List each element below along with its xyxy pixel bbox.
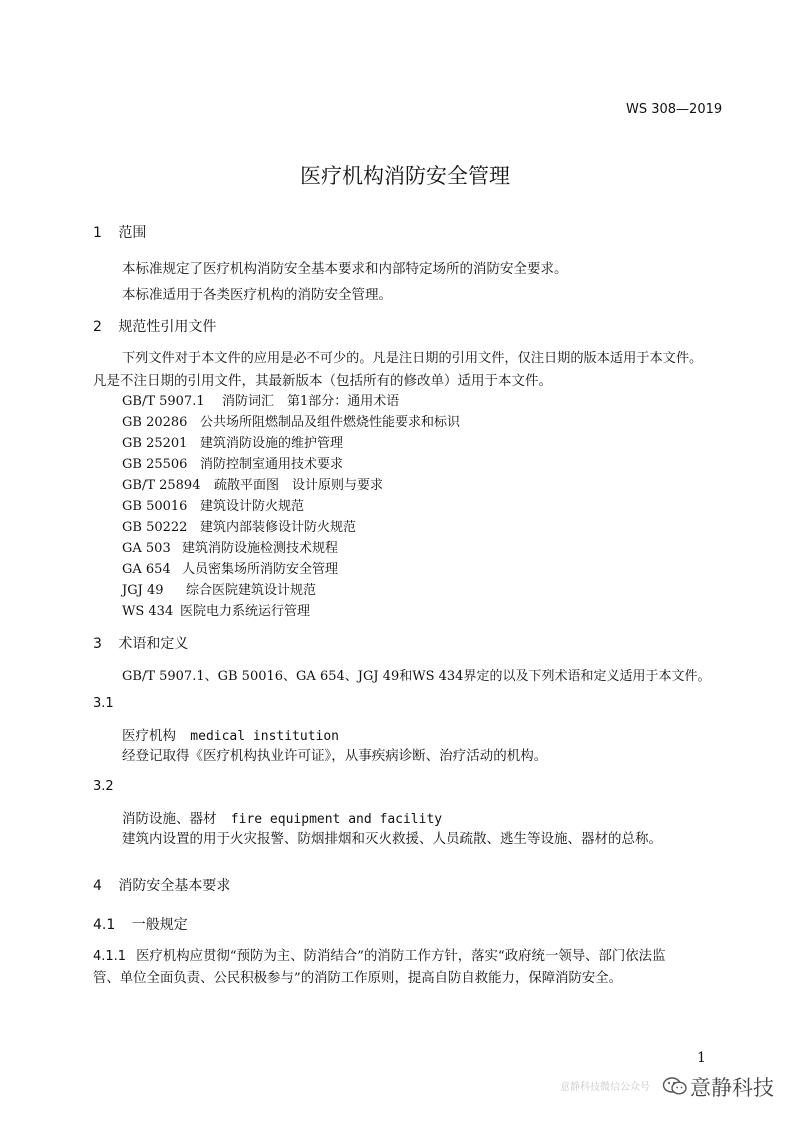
reference-name: 建筑内部装修设计防火规范 (200, 520, 357, 535)
section-2-intro-line-1: 下列文件对于本文件的应用是必不可少的。凡是注日期的引用文件，仅注日期的版本适用于本文件。 (122, 351, 703, 366)
reference-code: GB 20286 (122, 415, 188, 430)
reference-name: 建筑消防设施检测技术规程 (182, 541, 339, 556)
clause-4-1-1-text-1: 医疗机构应贯彻“预防为主、防消结合”的消防工作方针，落实“政府统一领导、部门依法监 (136, 949, 666, 964)
term-3-2-cn: 消防设施、器材 (122, 811, 217, 827)
term-3-1-definition: 经登记取得《医疗机构执业许可证》，从事疾病诊断、治疗活动的机构。 (122, 748, 548, 764)
reference-code: GB 25506 (122, 457, 188, 472)
reference-item (122, 453, 343, 472)
subsection-4-1-heading (93, 914, 188, 934)
reference-item (122, 516, 356, 535)
watermark-brand: 意静科技 (690, 1076, 774, 1100)
reference-code: GA 503 (122, 541, 171, 556)
reference-code: GB/T 5907.1 (122, 394, 205, 409)
reference-item (122, 600, 310, 619)
section-2-number: 2 (93, 319, 102, 335)
reference-name: 人员密集场所消防安全管理 (182, 562, 339, 577)
watermark-text: 意静科技微信公众号 (560, 1082, 650, 1093)
page-number: 1 (697, 1050, 706, 1066)
reference-name: 医院电力系统运行管理 (180, 604, 311, 619)
section-3-title: 术语和定义 (118, 636, 189, 652)
reference-name: 消防控制室通用技术要求 (200, 457, 344, 472)
section-3-intro: GB/T 5907.1、GB 50016、GA 654、JGJ 49和WS 434界定的以及下列术语和定义适用于本文件。 (122, 669, 711, 684)
reference-code: GB 50222 (122, 520, 188, 535)
section-1-paragraph-1: 本标准规定了医疗机构消防安全基本要求和内部特定场所的消防安全要求。 (122, 261, 568, 277)
reference-name: 公共场所阻燃制品及组件燃烧性能要求和标识 (200, 415, 461, 430)
section-4-heading (93, 875, 230, 895)
subsection-4-1-title: 一般规定 (131, 917, 188, 933)
reference-item (122, 432, 343, 451)
clause-4-1-1-line-1 (93, 945, 665, 964)
section-4-number: 4 (93, 878, 102, 894)
reference-code: GA 654 (122, 562, 171, 577)
section-2-intro-line-2: 凡是不注日期的引用文件，其最新版本（包括所有的修改单）适用于本文件。 (93, 373, 552, 389)
reference-item (122, 390, 399, 409)
reference-code: GB 25201 (122, 436, 188, 451)
reference-code: GB 50016 (122, 499, 188, 514)
term-3-1-en: medical institution (190, 729, 340, 744)
reference-item (122, 537, 338, 556)
reference-code: WS 434 (122, 604, 174, 619)
section-2-title: 规范性引用文件 (118, 319, 217, 335)
clause-4-1-1-number: 4.1.1 (93, 949, 127, 964)
reference-name: 消防词汇 第1部分：通用术语 (222, 394, 400, 409)
document-title: 医疗机构消防安全管理 (300, 164, 510, 188)
term-3-2-definition: 建筑内设置的用于火灾报警、防烟排烟和灭火救援、人员疏散、逃生等设施、器材的总称。 (122, 831, 662, 847)
reference-item (122, 579, 316, 598)
term-3-2-number: 3.2 (93, 779, 114, 794)
reference-name: 疏散平面图 设计原则与要求 (214, 478, 384, 493)
reference-item (122, 495, 304, 514)
section-1-number: 1 (93, 225, 102, 241)
reference-item (122, 474, 383, 493)
section-1-heading (93, 222, 146, 242)
reference-code: JGJ 49 (122, 583, 164, 598)
section-2-heading (93, 316, 216, 336)
section-1-title: 范围 (118, 225, 147, 241)
reference-name: 综合医院建筑设计规范 (186, 583, 317, 598)
section-4-title: 消防安全基本要求 (118, 878, 231, 894)
reference-code: GB/T 25894 (122, 478, 201, 493)
section-1-paragraph-2: 本标准适用于各类医疗机构的消防安全管理。 (122, 287, 392, 303)
term-3-2-en: fire equipment and facility (230, 812, 443, 827)
term-3-2-name (122, 807, 442, 827)
clause-4-1-1-line-2: 管、单位全面负责、公民积极参与”的消防工作原则，提高自防自救能力，保障消防安全。 (93, 971, 623, 986)
term-3-1-cn: 医疗机构 (122, 728, 176, 744)
term-3-1-number: 3.1 (93, 696, 114, 711)
document-code: WS 308—2019 (626, 102, 723, 117)
section-3-heading (93, 633, 188, 653)
reference-name: 建筑设计防火规范 (200, 499, 305, 514)
reference-item (122, 411, 460, 430)
term-3-1-name (122, 724, 339, 744)
section-3-number: 3 (93, 636, 102, 652)
subsection-4-1-number: 4.1 (93, 917, 116, 933)
reference-name: 建筑消防设施的维护管理 (200, 436, 344, 451)
wechat-icon (662, 1076, 688, 1096)
reference-item (122, 558, 338, 577)
